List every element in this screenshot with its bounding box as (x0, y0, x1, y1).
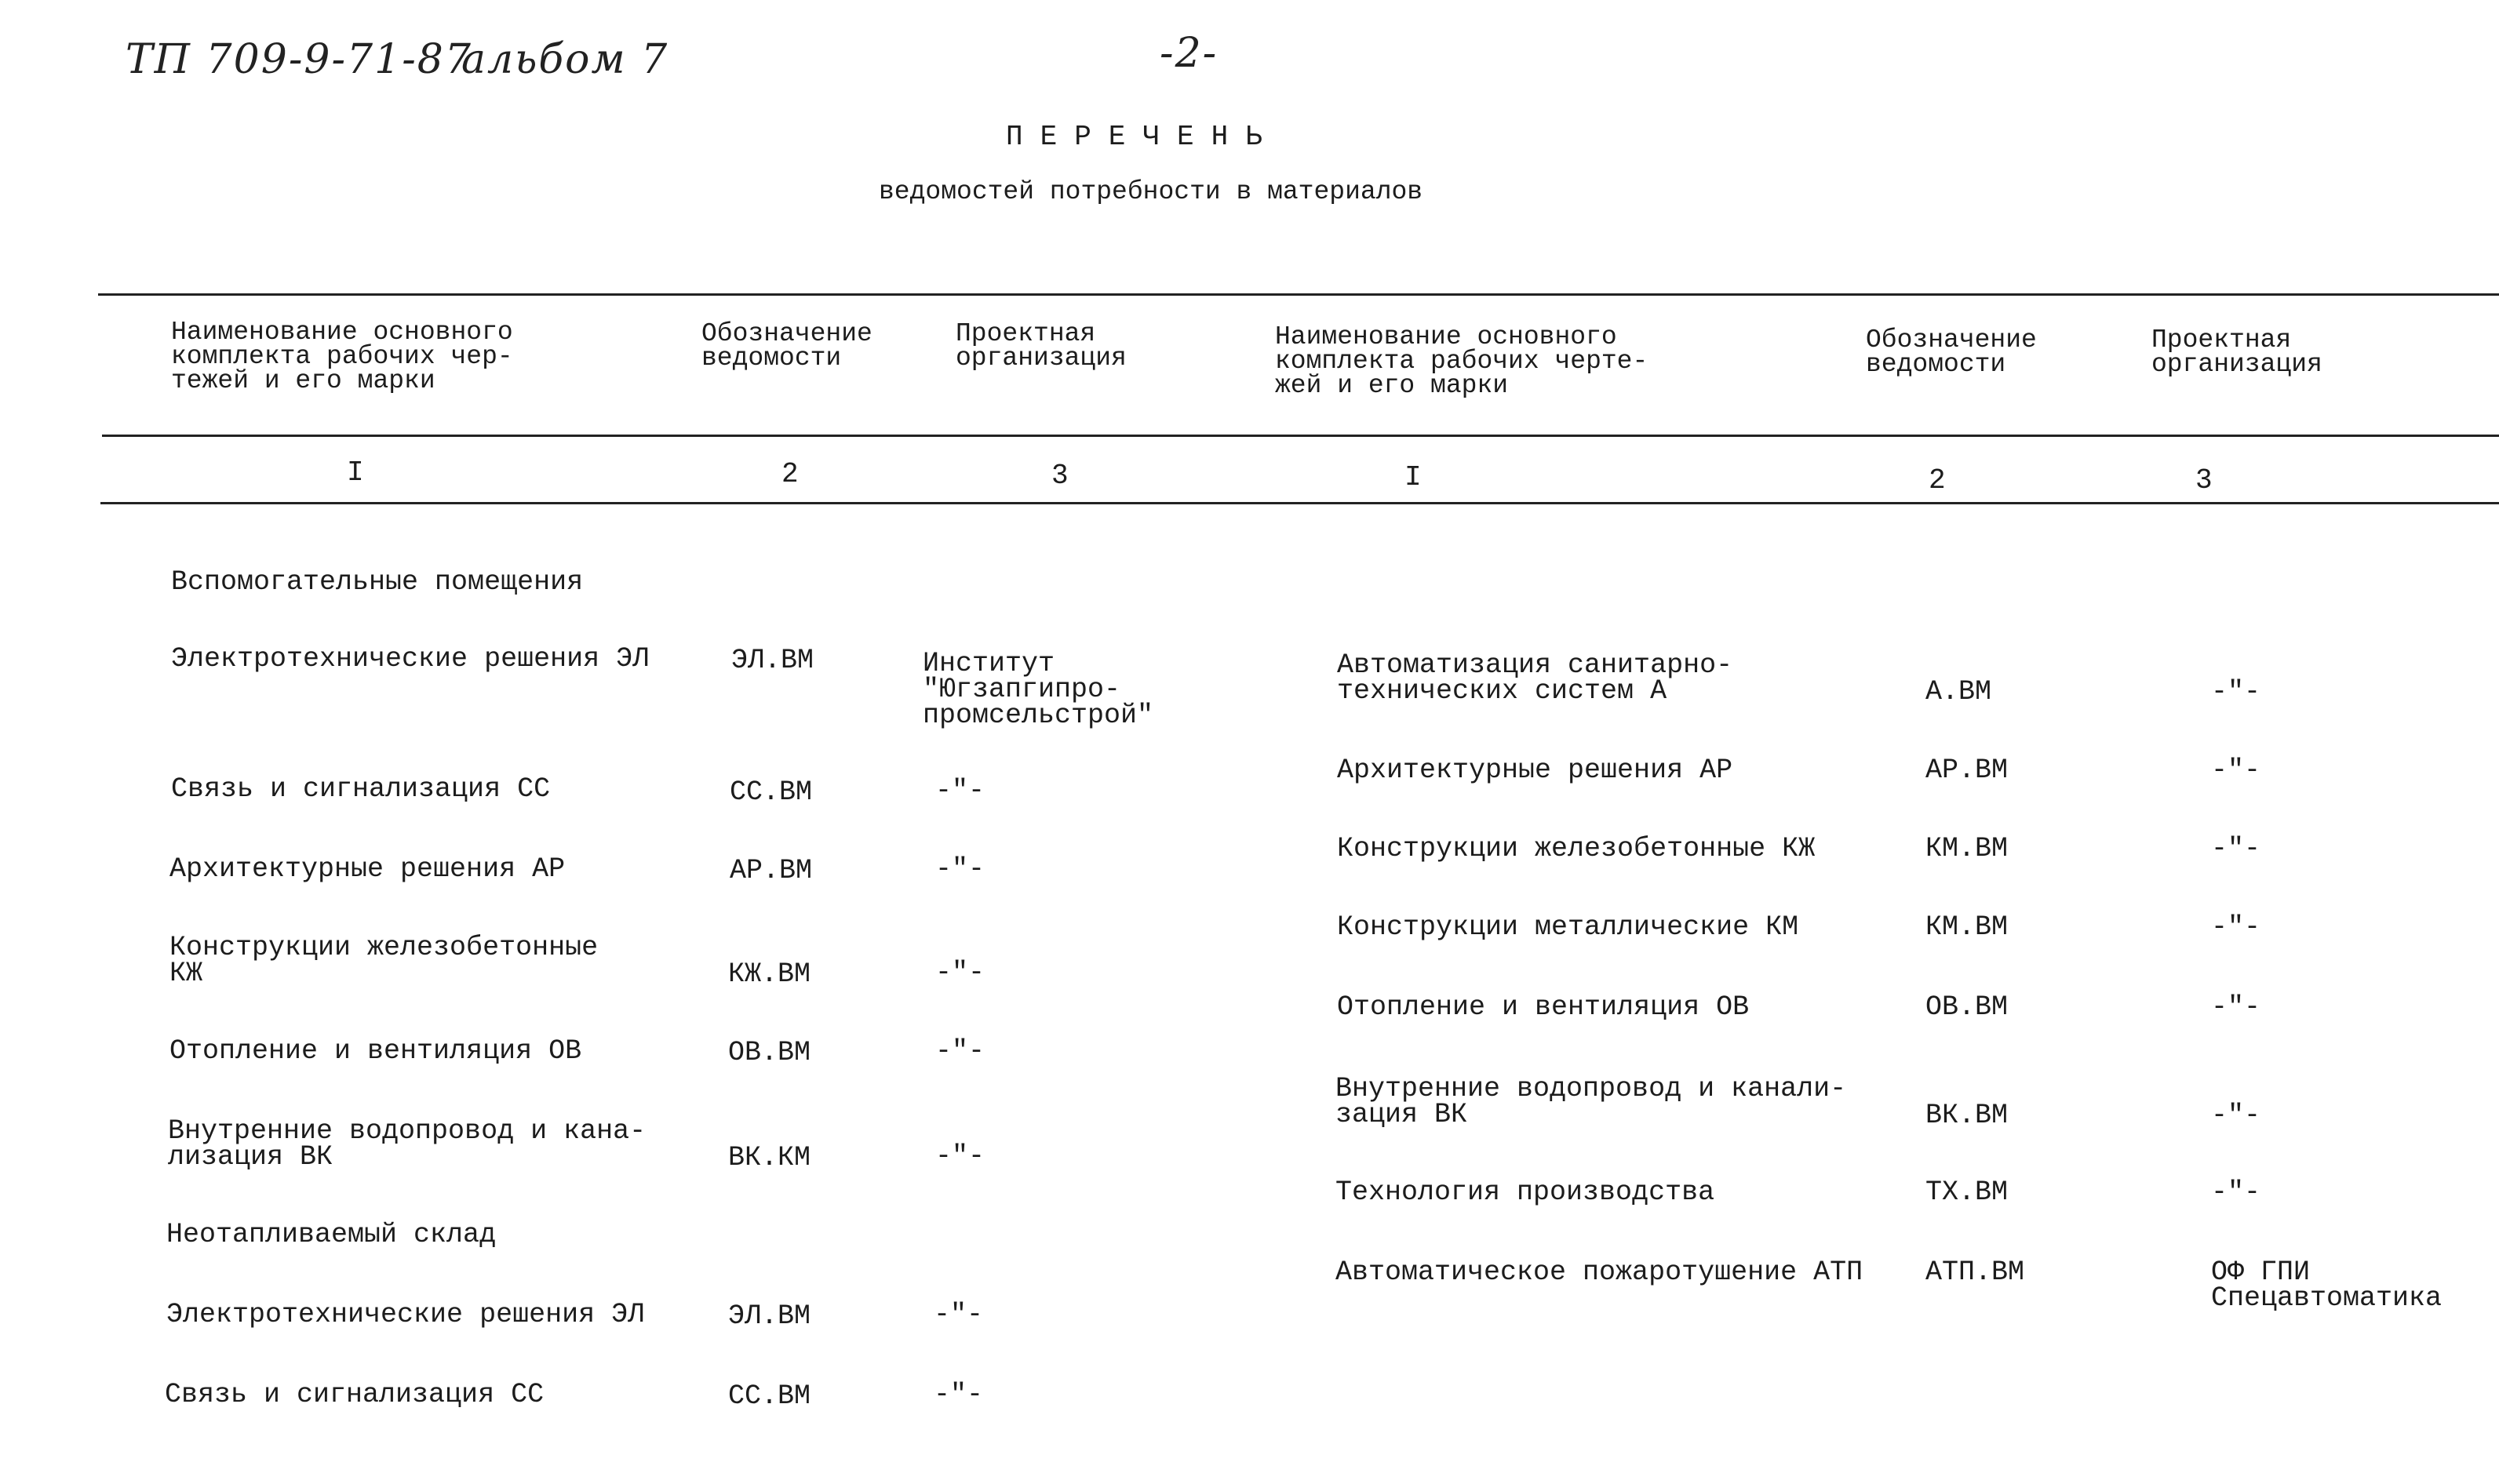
row-designation: ВК.ВМ (1925, 1100, 2009, 1131)
row-designation: КМ.ВМ (1925, 911, 2009, 943)
row-organization: -"- (2211, 1177, 2261, 1208)
row-name: Архитектурные решения АР (169, 853, 566, 885)
page-title: ПЕРЕЧЕНЬ (1006, 121, 1280, 153)
table-number-rule (100, 502, 2499, 504)
section-heading: Неотапливаемый склад (166, 1219, 497, 1250)
row-name: Связь и сигнализация СС (165, 1379, 545, 1410)
table-top-rule (98, 293, 2499, 296)
header-name: Наименование основного комплекта рабочих чер- тежей и его марки (171, 318, 513, 395)
row-name: Электротехнические решения ЭЛ (171, 643, 650, 675)
row-name: Отопление и вентиляция ОВ (1337, 991, 1750, 1023)
row-organization: -"- (935, 775, 985, 806)
page-subtitle: ведомостей потребности в материалов (879, 177, 1423, 206)
header-name-right: Наименование основного комплекта рабочих черте- жей и его марки (1275, 322, 1648, 400)
row-name: Связь и сигнализация СС (171, 773, 551, 805)
row-designation: АР.ВМ (730, 855, 813, 886)
row-name: Архитектурные решения АР (1337, 755, 1733, 786)
row-name: Технология производства (1335, 1177, 1715, 1208)
row-organization: -"- (2211, 676, 2261, 707)
column-number: 3 (1051, 460, 1069, 492)
row-organization: -"- (935, 853, 985, 885)
row-designation: А.ВМ (1925, 676, 1992, 707)
row-designation: ОВ.ВМ (1925, 991, 2009, 1023)
row-designation: ТХ.ВМ (1925, 1177, 2009, 1208)
row-designation: СС.ВМ (728, 1380, 811, 1412)
row-organization: -"- (934, 1299, 984, 1330)
document-code: ТП 709-9-71-87 (126, 36, 472, 83)
column-number: I (347, 456, 364, 489)
row-organization: -"- (935, 957, 985, 988)
row-name: Отопление и вентиляция ОВ (169, 1035, 582, 1067)
header-organization: Проектная организация (956, 319, 1127, 373)
row-designation: ОВ.ВМ (728, 1037, 811, 1068)
row-name: Электротехнические решения ЭЛ (166, 1299, 645, 1330)
row-name: Автоматизация санитарно- технических систем А (1337, 649, 1733, 707)
row-designation: ВК.КМ (728, 1142, 811, 1173)
row-organization: -"- (935, 1035, 985, 1067)
column-number: 2 (781, 458, 799, 490)
row-designation: СС.ВМ (730, 777, 813, 808)
section-heading: Вспомогательные помещения (171, 566, 584, 598)
row-designation: КЖ.ВМ (728, 958, 811, 990)
row-organization: -"- (2211, 755, 2261, 786)
row-designation: АТП.ВМ (1925, 1257, 2025, 1288)
row-organization: -"- (934, 1379, 984, 1410)
row-name: Внутренние водопровод и канали- зация ВК (1335, 1073, 1847, 1130)
row-organization: Институт "Югзапгипро- промсельстрой" (923, 648, 1154, 731)
table-header-rule (102, 435, 2499, 437)
row-designation: ЭЛ.ВМ (728, 1300, 811, 1332)
row-name: Конструкции железобетонные КЖ (1337, 833, 1816, 864)
row-designation: ЭЛ.ВМ (731, 645, 814, 676)
header-designation-right: Обозначение ведомости (1866, 326, 2037, 379)
header-designation: Обозначение ведомости (701, 319, 872, 373)
row-organization: -"- (2211, 833, 2261, 864)
album-label: альбом 7 (461, 36, 669, 83)
row-organization: -"- (2211, 1100, 2261, 1131)
row-name: Внутренние водопровод и кана- лизация ВК (168, 1115, 647, 1173)
column-number: I (1404, 461, 1422, 493)
column-number: 2 (1929, 464, 1946, 496)
row-organization: -"- (2211, 911, 2261, 943)
row-designation: АР.ВМ (1925, 755, 2009, 786)
header-organization-right: Проектная организация (2151, 326, 2322, 379)
row-name: Конструкции металлические КМ (1337, 911, 1799, 943)
row-organization: -"- (2211, 991, 2261, 1023)
row-organization: ОФ ГПИ Спецавтоматика (2211, 1257, 2443, 1314)
row-name: Автоматическое пожаротушение АТП (1335, 1257, 1863, 1288)
page-number: -2- (1160, 30, 1219, 77)
column-number: 3 (2195, 464, 2213, 496)
row-name: Конструкции железобетонные КЖ (169, 932, 599, 989)
row-designation: КМ.ВМ (1925, 833, 2009, 864)
row-organization: -"- (935, 1140, 985, 1172)
